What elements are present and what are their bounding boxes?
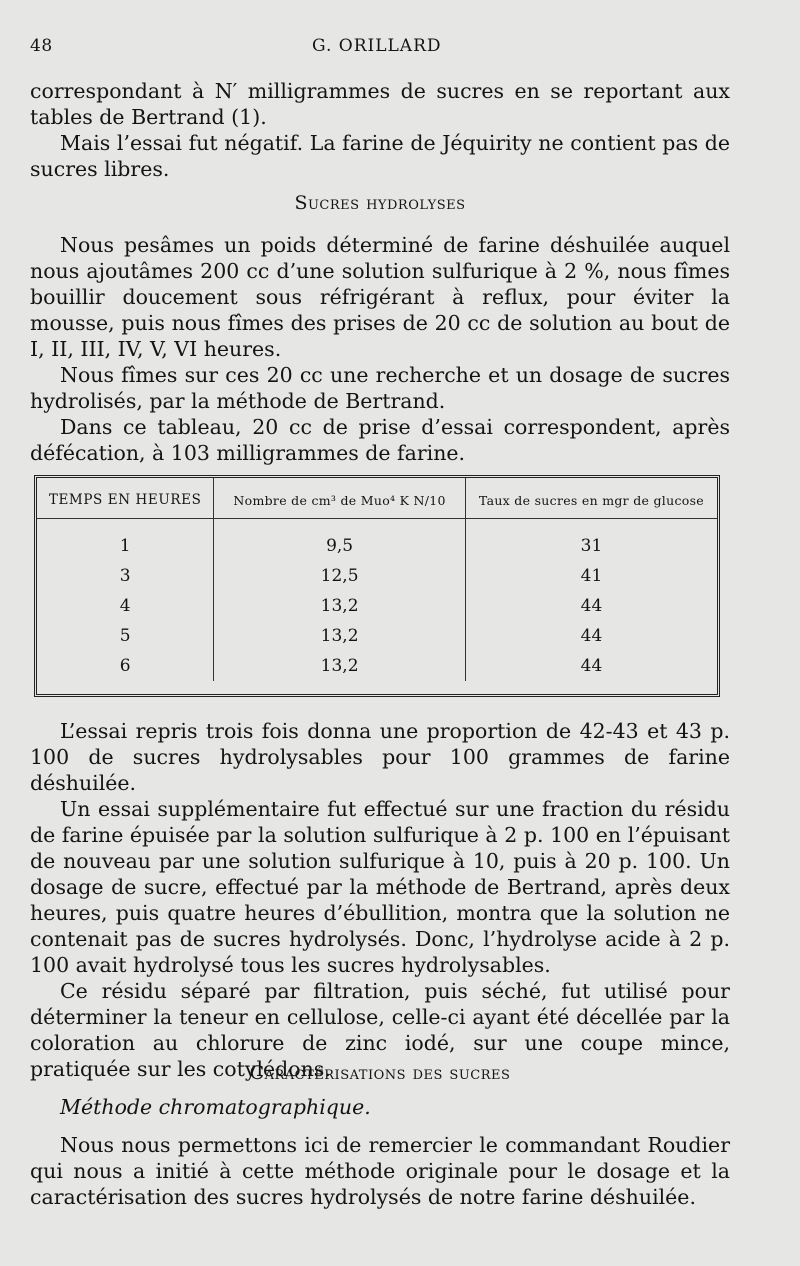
- section1-paragraph-3: Dans ce tableau, 20 cc de prise d’essai correspondent, après défécation, à 103 milligrammes de farine.: [30, 415, 730, 465]
- section1-paragraph-1: Nous pesâmes un poids déterminé de farine déshuilée auquel nous ajoutâmes 200 cc d’une solution sulfurique à 2 %, nous fîmes bouillir doucement sous réfrigérant à reflux, pour éviter la mousse, puis nous fîmes des prises de 20 cc de solution au bout de I, II, III, IV, V, VI heures.: [30, 233, 730, 361]
- table-header-cell: Taux de sucres en mgr de glucose: [465, 478, 717, 519]
- table-cell: 6: [119, 656, 131, 676]
- section1-body: [30, 232, 730, 466]
- section-subheading: Méthode chromatographique.: [60, 1095, 371, 1119]
- table-header-row: [37, 478, 717, 519]
- table-row: [37, 621, 717, 651]
- section-caracterisations: [30, 1060, 730, 1086]
- intro-block: [30, 78, 730, 182]
- after-table-paragraph-3: Ce résidu séparé par filtration, puis séché, fut utilisé pour déterminer la teneur en cellulose, celle-ci ayant été décellée par la coloration au chlorure de zinc iodé, sur une coupe mince, pratiquée sur les cotylédons.: [30, 979, 730, 1081]
- table-cell: 12,5: [214, 561, 466, 591]
- after-table-paragraph-2: Un essai supplémentaire fut effectué sur une fraction du résidu de farine épuisée par la solution sulfurique à 2 p. 100 en l’épuisant de nouveau par une solution sulfurique à 10, puis à 20 p. 100. Un dosage de sucre, effectué par la méthode de Bertrand, après deux heures, puis quatre heures d’ébullition, montra que la solution ne contenait pas de sucres hydrolysés. Donc, l’hydrolyse acide à 2 p. 100 avait hydrolysé tous les sucres hydrolysables.: [30, 797, 730, 977]
- table-row: [37, 651, 717, 681]
- section-heading: Sucres hydrolyses: [294, 192, 466, 214]
- table-cell: 31: [465, 519, 717, 562]
- after-table-body: [30, 718, 730, 1082]
- page-number: 48: [30, 36, 53, 56]
- table-cell: 3: [119, 566, 131, 586]
- table-row: [37, 591, 717, 621]
- section2-paragraph-1: Nous nous permettons ici de remercier le commandant Roudier qui nous a initié à cette méthode originale pour le dosage et la caractérisation des sucres hydrolysés de notre farine déshuilée.: [30, 1133, 730, 1209]
- table-cell: 1: [119, 536, 131, 556]
- table-row: [37, 561, 717, 591]
- table-cell: 9,5: [214, 519, 466, 562]
- results-table: [34, 475, 720, 697]
- section-heading: Caractérisations des sucres: [249, 1062, 511, 1084]
- table-cell: 13,2: [214, 591, 466, 621]
- table-header-cell: TEMPS EN HEURES: [37, 478, 214, 519]
- section2-body: [30, 1094, 730, 1210]
- section1-paragraph-2: Nous fîmes sur ces 20 cc une recherche et un dosage de sucres hydrolisés, par la méthode de Bertrand.: [30, 363, 730, 413]
- table-cell: 44: [465, 651, 717, 681]
- table-cell: 5: [119, 626, 131, 646]
- running-title: G. ORILLARD: [312, 36, 442, 56]
- table-cell: 13,2: [214, 651, 466, 681]
- table-row: [37, 519, 717, 562]
- section-sucres-hydrolyses: [30, 190, 730, 216]
- intro-paragraph-2: Mais l’essai fut négatif. La farine de Jéquirity ne contient pas de sucres libres.: [30, 131, 730, 181]
- table-cell: 4: [119, 596, 131, 616]
- table-cell: 13,2: [214, 621, 466, 651]
- after-table-paragraph-1: L’essai repris trois fois donna une proportion de 42-43 et 43 p. 100 de sucres hydrolysables pour 100 grammes de farine déshuilée.: [30, 719, 730, 795]
- intro-paragraph-1: correspondant à N′ milligrammes de sucres en se reportant aux tables de Bertrand (1).: [30, 79, 730, 129]
- table-header-cell: Nombre de cm³ de Muo⁴ K N/10: [214, 478, 466, 519]
- table-cell: 41: [465, 561, 717, 591]
- table-cell: 44: [465, 621, 717, 651]
- table-cell: 44: [465, 591, 717, 621]
